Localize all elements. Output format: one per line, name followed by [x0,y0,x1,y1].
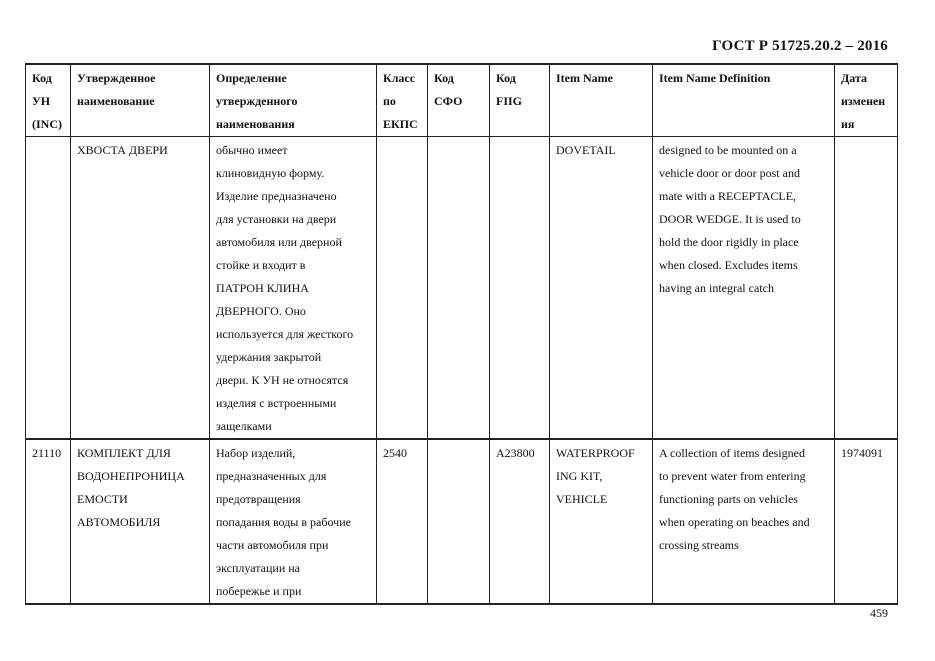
cell-sfo-code [428,137,490,440]
cell-ekps-class [377,137,428,440]
table-row [26,137,898,440]
header-definition: Определение утвержденного наименования [210,64,377,137]
cell-approved-name: КОМПЛЕКТ ДЛЯ ВОДОНЕПРОНИЦА ЕМОСТИ АВТОМОБИЛЯ [71,439,210,604]
cell-change-date [835,137,898,440]
cell-ekps-class: 2540 [377,439,428,604]
header-item-name-definition: Item Name Definition [653,64,835,137]
header-inc-code: Код УН (INC) [26,64,71,137]
page-number: 459 [870,606,888,620]
cell-definition-ru: Набор изделий, предназначенных для предотвращения попадания воды в рабочие части автомобиля при эксплуатации на побережье и при [210,439,377,604]
header-fiig-code: Код FIIG [490,64,550,137]
header-change-date: Дата изменен ия [835,64,898,137]
cell-item-name: DOVETAIL [550,137,653,440]
cell-item-name-definition: designed to be mounted on a vehicle door or door post and mate with a RECEPTACLE, DOOR WEDGE. It is used to hold the door rigidly in place when closed. Excludes items having an integral catch [653,137,835,440]
cell-definition-ru: обычно имеет клиновидную форму. Изделие предназначено для установки на двери автомобиля или дверной стойке и входит в ПАТРОН КЛИНА ДВЕРНОГО. Оно используется для жесткого удержания закрытой двери. К УН не относятся изделия с встроенными защелками [210,137,377,440]
header-sfo-code: Код СФО [428,64,490,137]
header-item-name: Item Name [550,64,653,137]
cell-inc [26,137,71,440]
cell-fiig-code: A23800 [490,439,550,604]
cell-change-date: 1974091 [835,439,898,604]
cell-fiig-code [490,137,550,440]
nomenclature-table [25,63,898,605]
cell-sfo-code [428,439,490,604]
cell-item-name: WATERPROOF ING KIT, VEHICLE [550,439,653,604]
cell-approved-name: ХВОСТА ДВЕРИ [71,137,210,440]
table-header-row [26,64,898,137]
table-row [26,439,898,604]
header-approved-name: Утвержденное наименование [71,64,210,137]
cell-inc: 21110 [26,439,71,604]
document-code: ГОСТ Р 51725.20.2 – 2016 [712,38,888,54]
header-ekps-class: Класс по ЕКПС [377,64,428,137]
cell-item-name-definition: A collection of items designed to prevent water from entering functioning parts on vehicles when operating on beaches and crossing streams [653,439,835,604]
